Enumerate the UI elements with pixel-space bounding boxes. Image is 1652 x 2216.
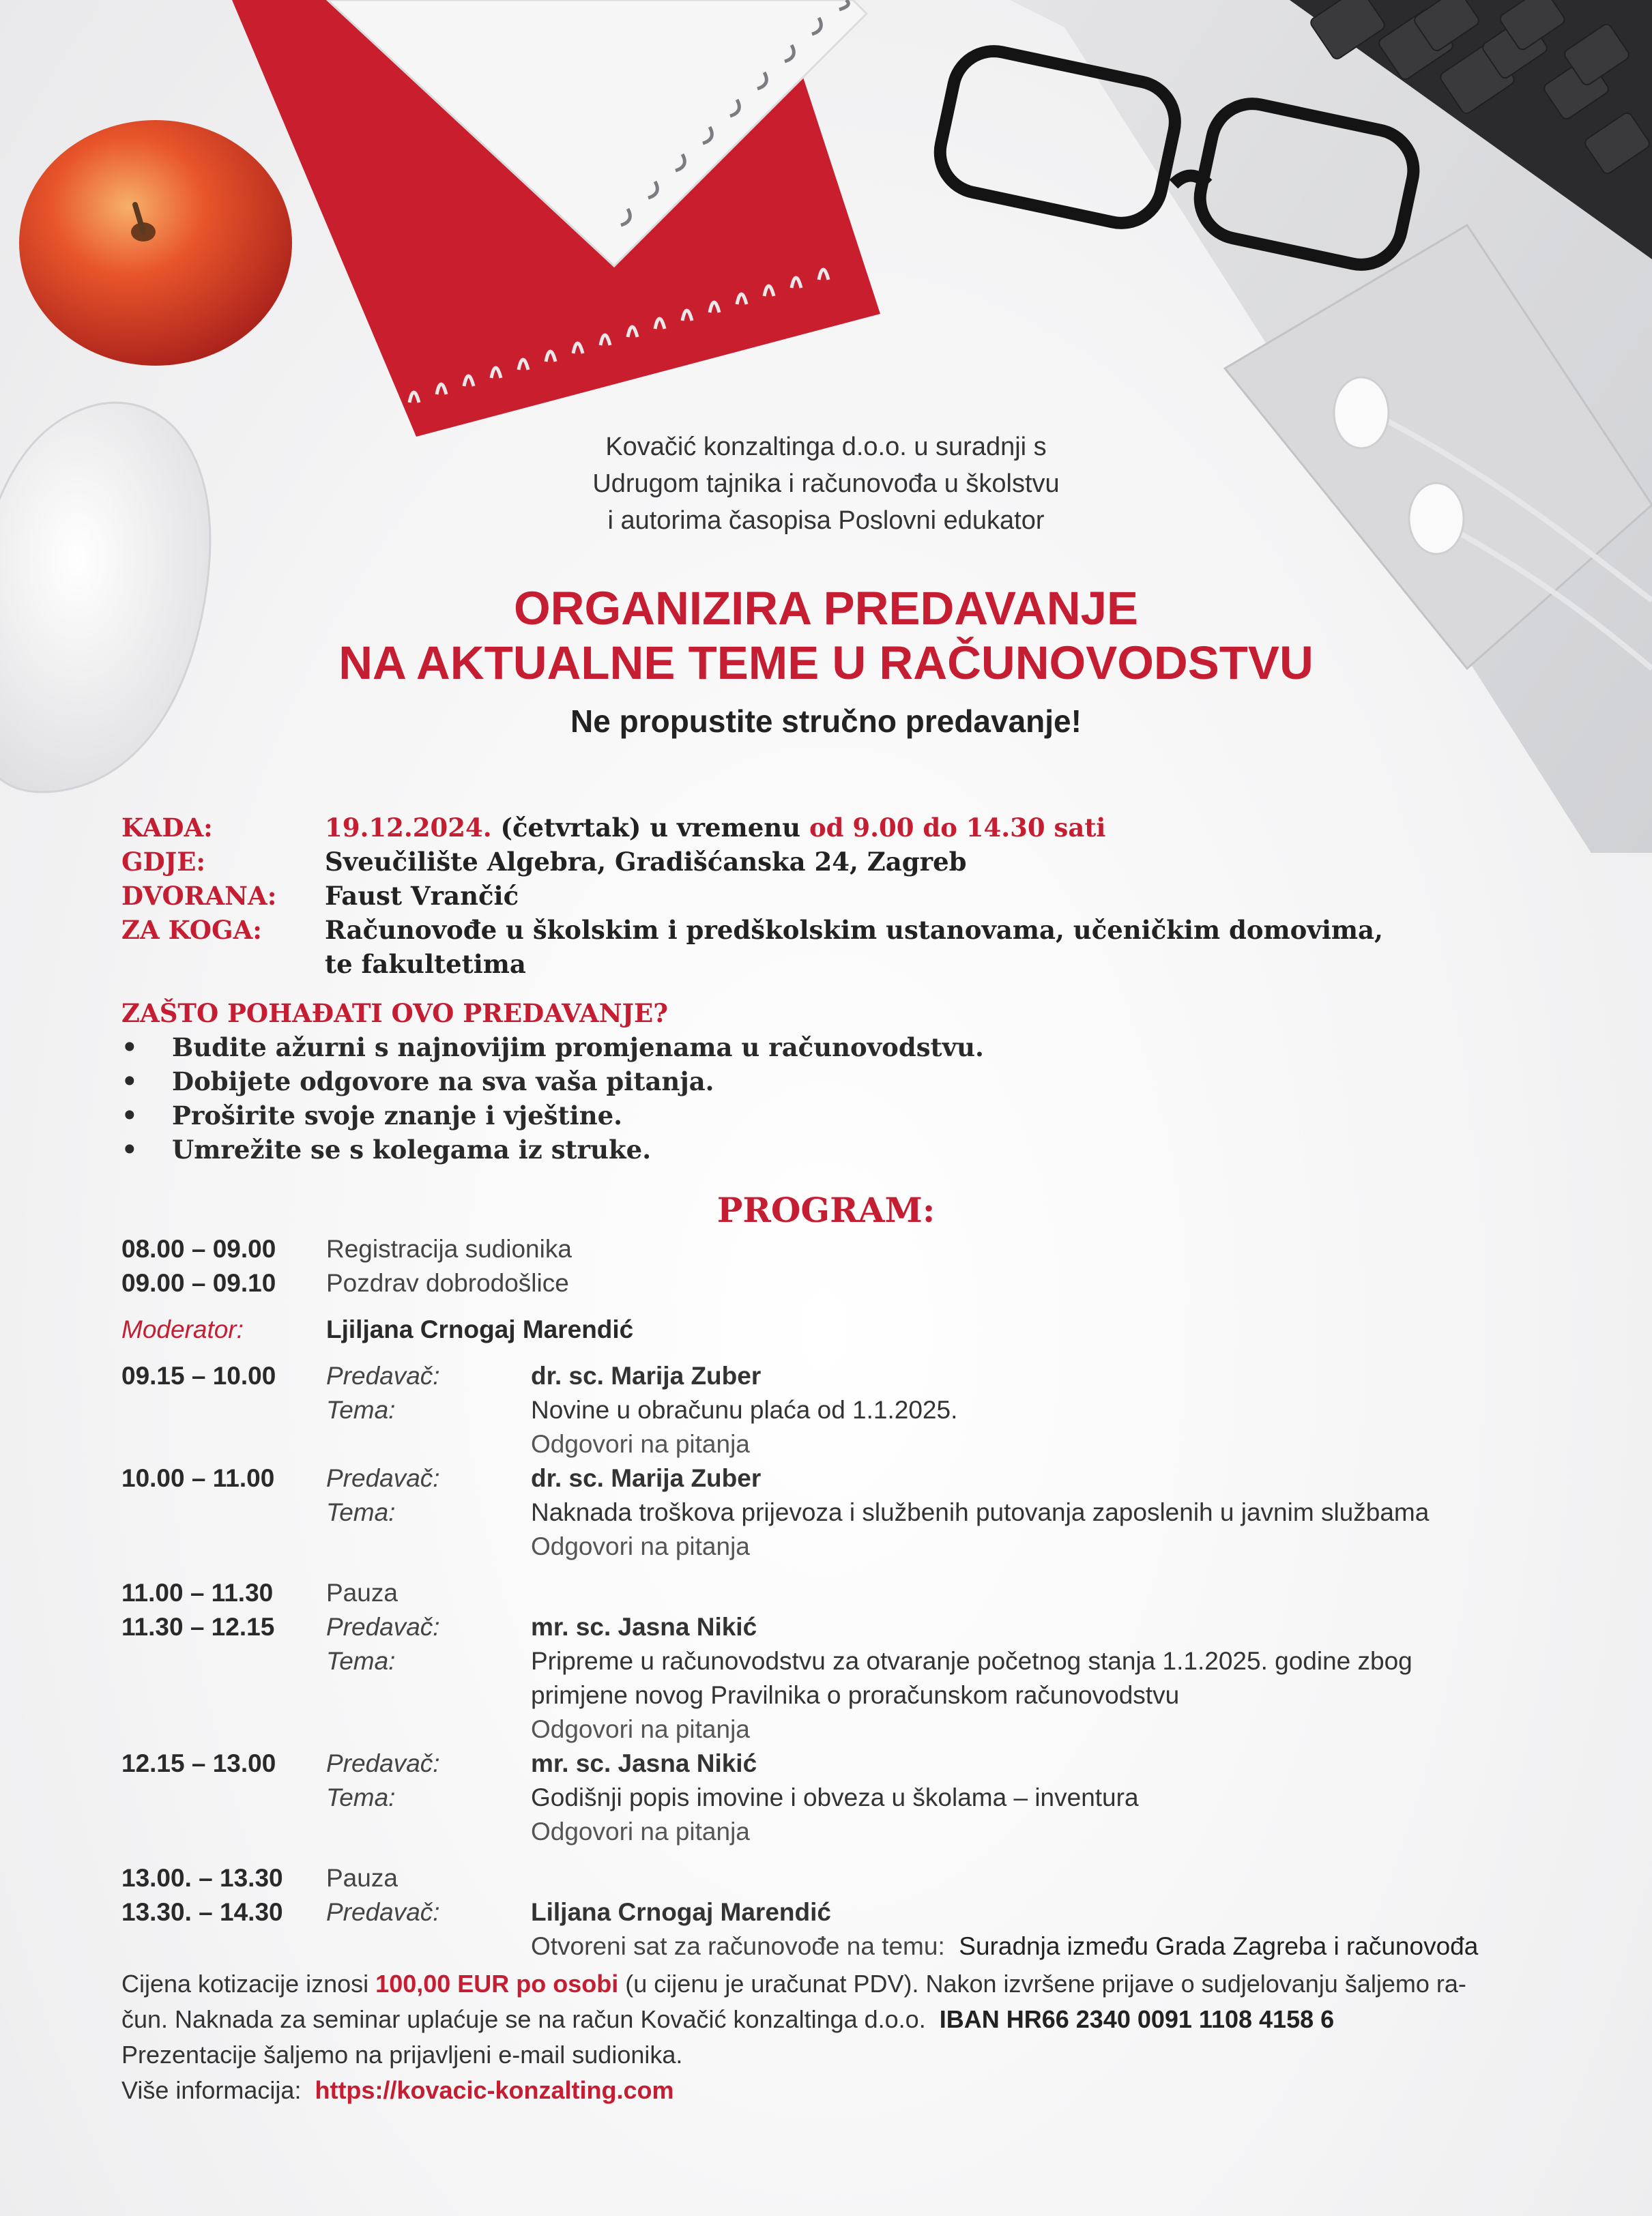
break-text: Pauza [326,1579,398,1607]
schedule-row [121,1576,1568,1610]
main-title [0,581,1652,690]
break-text: Pauza [326,1864,398,1892]
why-item-text: Proširite svoje znanje i vještine. [172,1100,623,1131]
schedule-row [121,1929,1568,1964]
za-koga-value [325,913,1383,981]
bullet-icon: • [121,1032,138,1062]
qa-text: Odgovori na pitanja [531,1430,750,1458]
dvorana-label: DVORANA: [121,881,277,911]
za-koga-line-2: te fakultetima [325,949,526,979]
kada-label: KADA: [121,813,213,843]
event-date: 19.12.2024. [325,813,492,843]
topic-text: Otvoreni sat za računovođe na temu: [531,1932,945,1960]
why-item [121,1064,984,1098]
why-item-text: Dobijete odgovore na sva vaša pitanja. [172,1066,714,1096]
title-line-1: ORGANIZIRA PREDAVANJE [514,582,1138,635]
schedule-row [121,1861,1568,1895]
fee-line-3: Prezentacije šaljemo na prijavljeni e-mail sudionika. [121,2041,683,2069]
intro-line-1: Kovačić konzaltinga d.o.o. u suradnji s [605,433,1047,461]
schedule-row [121,1644,1568,1678]
topic-label: Tema: [326,1498,396,1526]
schedule-row [121,1712,1568,1747]
schedule-row [121,1530,1568,1564]
fee-price: 100,00 EUR po osobi [375,1970,619,1998]
website-link[interactable]: https://kovacic-konzalting.com [315,2076,674,2104]
slot-time: 12.15 – 13.00 [121,1749,276,1777]
topic-text: primjene novog Pravilnika o proračunskom računovodstvu [531,1681,1180,1709]
bullet-icon: • [121,1066,138,1096]
speaker-label: Predavač: [326,1749,440,1777]
fee-text: Cijena kotizacije iznosi [121,1970,376,1998]
info-row-dvorana [121,879,1486,913]
schedule-row [121,1895,1568,1929]
schedule-row [121,1781,1568,1815]
schedule-row [121,1678,1568,1712]
za-koga-label: ZA KOGA: [121,915,262,945]
gdje-value: Sveučilište Algebra, Gradišćanska 24, Zagreb [325,847,967,877]
payment-text: čun. Naknada za seminar uplaćuje se na račun Kovačić konzaltinga d.o.o. [121,2005,926,2033]
speaker-name: dr. sc. Marija Zuber [531,1464,762,1492]
intro-line-3: i autorima časopisa Poslovni edukator [607,506,1045,535]
schedule-row [121,1610,1568,1644]
schedule-row [121,1747,1568,1781]
fee-line-2 [121,2002,1527,2037]
slot-text: Pozdrav dobrodošlice [326,1269,569,1297]
schedule-row [121,1815,1568,1849]
slot-time: 13.30. – 14.30 [121,1898,283,1926]
event-time: od 9.00 do 14.30 sati [809,813,1106,843]
why-item [121,1133,984,1167]
program-heading: PROGRAM: [716,1190,936,1230]
topic-text: Suradnja između Grada Zagreba i računovođa [959,1932,1479,1960]
event-info [121,811,1486,981]
gdje-label: GDJE: [121,847,206,877]
subtitle: Ne propustite stručno predavanje! [570,703,1082,739]
slot-time: 13.00. – 13.30 [121,1864,283,1892]
qa-text: Odgovori na pitanja [531,1532,750,1560]
speaker-name: mr. sc. Jasna Nikić [531,1749,757,1777]
fee-text: (u cijenu je uračunat PDV). Nakon izvršene prijave o sudjelovanju šaljemo ra- [618,1970,1466,1998]
iban: IBAN HR66 2340 0091 1108 4158 6 [939,2005,1335,2033]
fee-line-4 [121,2073,1527,2108]
fee-line-1 [121,1966,1527,2002]
schedule-row [121,1461,1568,1496]
topic-text: Naknada troškova prijevoza i službenih putovanja zaposlenih u javnim službama [531,1498,1430,1526]
slot-time: 09.15 – 10.00 [121,1362,276,1390]
topic-label: Tema: [326,1783,396,1811]
why-item-text: Budite ažurni s najnovijim promjenama u računovodstvu. [172,1032,984,1062]
moderator-label: Moderator: [121,1315,244,1343]
intro-line-2: Udrugom tajnika i računovođa u školstvu [592,469,1060,498]
event-day: (četvrtak) u vremenu [491,813,809,843]
slot-time: 08.00 – 09.00 [121,1235,276,1263]
why-heading: ZAŠTO POHAĐATI OVO PREDAVANJE? [121,998,668,1028]
speaker-label: Predavač: [326,1464,440,1492]
topic-label: Tema: [326,1396,396,1424]
slot-time: 11.30 – 12.15 [121,1613,275,1641]
why-attend [121,996,984,1167]
speaker-label: Predavač: [326,1613,440,1641]
bullet-icon: • [121,1100,138,1131]
moderator-name: Ljiljana Crnogaj Marendić [326,1315,634,1343]
slot-time: 10.00 – 11.00 [121,1464,275,1492]
program-schedule [121,1232,1568,1964]
topic-text: Novine u obračunu plaća od 1.1.2025. [531,1396,958,1424]
title-line-2: NA AKTUALNE TEME U RAČUNOVODSTVU [338,637,1314,689]
why-item-text: Umrežite se s kolegama iz struke. [172,1135,652,1165]
info-row-kada [121,811,1486,845]
schedule-row [121,1266,1568,1300]
speaker-name: mr. sc. Jasna Nikić [531,1613,757,1641]
schedule-row [121,1427,1568,1461]
fee-and-contact-info [121,1966,1527,2108]
bullet-icon: • [121,1135,138,1165]
speaker-name: dr. sc. Marija Zuber [531,1362,762,1390]
dvorana-value: Faust Vrančić [325,881,519,911]
why-item [121,1030,984,1064]
moderator-row [121,1313,1568,1347]
schedule-row [121,1359,1568,1393]
topic-label: Tema: [326,1647,396,1675]
qa-text: Odgovori na pitanja [531,1715,750,1743]
topic-text: Pripreme u računovodstvu za otvaranje početnog stanja 1.1.2025. godine zbog [531,1647,1412,1675]
slot-text: Registracija sudionika [326,1235,572,1263]
speaker-label: Predavač: [326,1362,440,1390]
za-koga-line-1: Računovođe u školskim i predškolskim ustanovama, učeničkim domovima, [325,915,1383,945]
organizer-intro [0,428,1652,539]
slot-time: 11.00 – 11.30 [121,1579,274,1607]
topic-text: Godišnji popis imovine i obveza u školama – inventura [531,1783,1139,1811]
slot-time: 09.00 – 09.10 [121,1269,276,1297]
kada-value [325,811,1106,845]
why-item [121,1098,984,1133]
schedule-row [121,1393,1568,1427]
speaker-name: Liljana Crnogaj Marendić [531,1898,831,1926]
more-info-label: Više informacija: [121,2076,302,2104]
info-row-gdje [121,845,1486,879]
apple-image [19,120,292,366]
info-row-za-koga [121,913,1486,981]
schedule-row [121,1496,1568,1530]
qa-text: Odgovori na pitanja [531,1818,750,1846]
speaker-label: Predavač: [326,1898,440,1926]
schedule-row [121,1232,1568,1266]
